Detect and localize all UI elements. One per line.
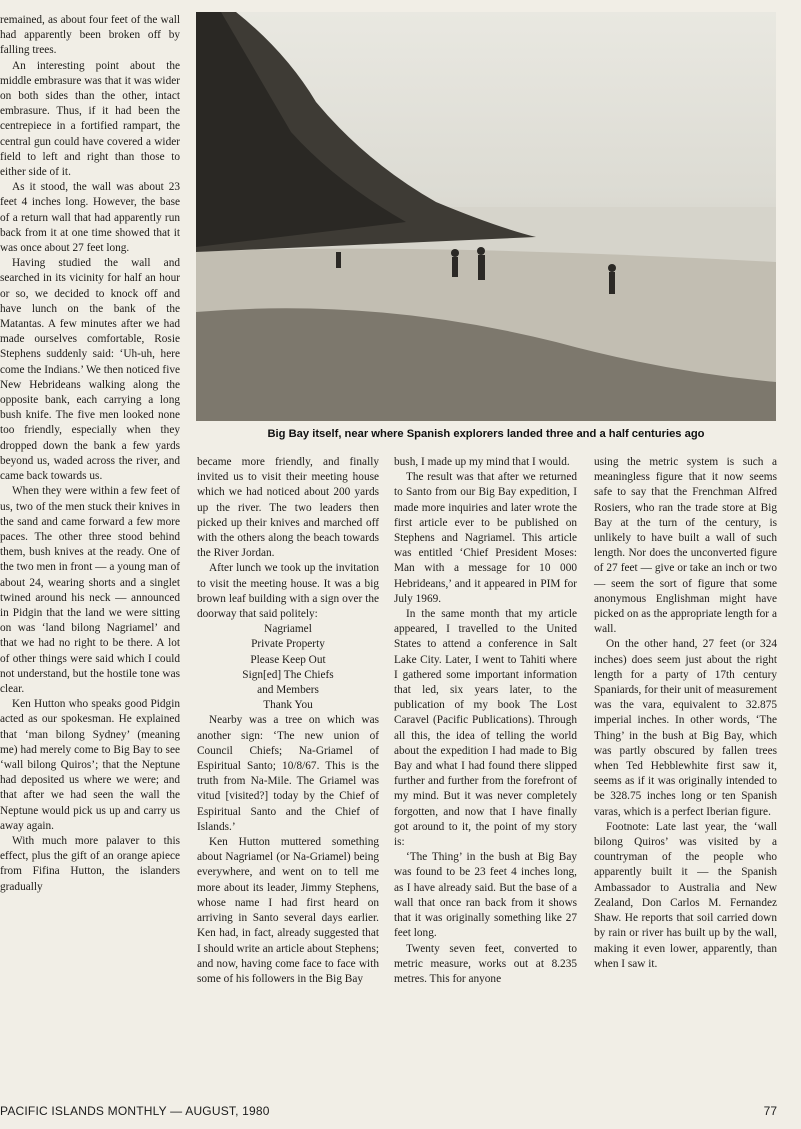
- sign-line: and Members: [257, 684, 319, 697]
- paragraph: Nearby was a tree on which was another sign: ‘The new union of Council Chiefs; Na-Griamel of Espiritual Santo; 10/8/67. This is the truth from Na-Mile. The Griamel was vitud [visited?] today by the Chief of Espiritual Santo and the Chief of Islands.’: [197, 714, 379, 833]
- paragraph: bush, I made up my mind that I would.: [394, 456, 570, 468]
- paragraph: The result was that after we returned to Santo from our Big Bay expedition, I made more inquiries and later wrote the first article ever to be published on Stephens and Nagriamel. This article was entitled ‘Chief President Moses: Man with a message for 10 000 Hebrideans,’ and it appeared in PIM for July 1969.: [394, 471, 577, 605]
- paragraph: Twenty seven feet, converted to metric measure, works out at 8.235 metres. This for anyone: [394, 942, 577, 985]
- publication-footer: PACIFIC ISLANDS MONTHLY — AUGUST, 1980: [0, 1104, 270, 1118]
- article-column-4: [594, 455, 777, 972]
- photo-caption: Big Bay itself, near where Spanish explorers landed three and a half centuries ago: [267, 428, 705, 440]
- beach-photo-illustration: [196, 12, 776, 421]
- paragraph: ‘The Thing’ in the bush at Big Bay was found to be 23 feet 4 inches long, as I have already said. But the base of a wall that once ran back from it shows that it was originally something like 27 feet long.: [394, 851, 577, 940]
- article-column-2: [197, 455, 379, 987]
- paragraph: As it stood, the wall was about 23 feet 4 inches long. However, the base of a return wall that had apparently run back from it at one time showed that it was once about 27 feet long.: [0, 181, 180, 255]
- paragraph: After lunch we took up the invitation to visit the meeting house. It was a big brown leaf building with a sign over the doorway that said politely:: [197, 562, 379, 621]
- paragraph: became more friendly, and finally invited us to visit their meeting house which we had noticed about 200 yards up the river. The two leaders then picked up their knives and marched off with the others along the beach towards the River Jordan.: [197, 456, 379, 560]
- paragraph: Having studied the wall and searched in its vicinity for half an hour or so, we decided to knock off and have lunch on the bank of the Matantas. A few minutes after we had made ourselves comfortable, Rosie Stephens suddenly said: ‘Uh-uh, here come the Indians.’ We then noticed five New Hebrideans walking along the opposite bank, each carrying a long bush knife. The five men looked none too friendly, especially when they dropped down the bank a few yards beyond us, waded across the river, and came back towards us.: [0, 257, 180, 483]
- paragraph: In the same month that my article appeared, I travelled to the United States to attend a conference in Salt Lake City. Later, I went to Tahiti where I gathered some important information that led, six years later, to the publication of my book The Lost Caravel (Pacific Publications). Through all this, the idea of telling the world about the expedition I had made to Big Bay and what I had found there slipped further and further from the forefront of my mind. But it was never completely forgotten, and now that I have finally got around to it, the point of my story is:: [394, 608, 577, 849]
- article-column-1: [0, 13, 180, 895]
- sign-line: Sign[ed] The Chiefs: [242, 668, 334, 681]
- paragraph: An interesting point about the middle embrasure was that it was wider on both sides than the other, intact embrasure. Thus, if it had been the centrepiece in a fortified rampart, the central gun could have covered a wider field to left and right than those to either side of it.: [0, 59, 180, 179]
- sign-line: Nagriamel: [264, 623, 312, 636]
- sign-line: Please Keep Out: [250, 653, 326, 666]
- paragraph: Ken Hutton who speaks good Pidgin acted as our spokesman. He explained that ‘man bilong Sydney’ (meaning me) had merely come to Big Bay to see ‘wall bilong Quiros’; that the Neptune had deposited us where we were; and that after we had seen the wall the Neptune would pick us up and carry us away again.: [0, 698, 180, 832]
- sign-line: Thank You: [263, 699, 313, 712]
- beach-photo: [196, 12, 776, 421]
- paragraph: When they were within a few feet of us, two of the men stuck their knives in the sand and came forward a few more paces. The other three stood behind them, bush knives at the ready. One of the two men in front — a young man of about 24, wearing shorts and a singlet twined around his neck — announced in Pidgin that the land we were sitting on was ‘land bilong Nagriamel’ and that we had no right to be there. A lot of other things were said which I could not understand, but the hostile tone was clear.: [0, 485, 180, 695]
- article-column-3: [394, 455, 577, 987]
- sign-line: Private Property: [251, 638, 325, 651]
- paragraph: remained, as about four feet of the wall had apparently been broken off by falling trees.: [0, 14, 180, 57]
- paragraph: On the other hand, 27 feet (or 324 inches) does seem just about the right length for a party of 17th century Spaniards, for their unit of measurement was the vara, equivalent to 32.875 imperial inches. In other words, ‘The Thing’ in the bush at Big Bay, which was partly obscured by fallen trees when Ted Hebblewhite first saw it, seems as if it was originally intended to be 328.75 inches long or ten Spanish varas, which is a perfect Iberian figure.: [594, 638, 777, 818]
- paragraph: using the metric system is such a meaningless figure that it now seems safe to say that the Frenchman Alfred Rosiers, who ran the trade store at Big Bay at the turn of the century, is unlikely to have built a wall of such length. Nor does the unconverted figure of 27 feet — give or take an inch or two — seem the sort of figure that some anonymous Englishman might have picked on as the appropriate length for a wall.: [594, 456, 777, 636]
- page-number: 77: [763, 1104, 777, 1118]
- paragraph: Ken Hutton muttered something about Nagriamel (or Na-Griamel) being everywhere, and went on to tell me more about its leader, Jimmy Stephens, whose name I had first heard on arriving in Santo several days earlier. Ken had, in fact, already suggested that I should write an article about Stephens; and now, having come face to face with some of his followers in the Big Bay: [197, 836, 379, 985]
- paragraph: With much more palaver to this effect, plus the gift of an orange apiece from Fifina Hutton, the islanders gradually: [0, 834, 180, 893]
- footnote: Footnote: Late last year, the ‘wall bilong Quiros’ was visited by a countryman of the people who apparently built it — the Spanish Ambassador to Australia and New Zealand, Don Carlos M. Fernandez Shaw. He reports that soil carried down by rain or river has built up by the wall, making it even lower, apparently, than when I saw it.: [594, 820, 777, 970]
